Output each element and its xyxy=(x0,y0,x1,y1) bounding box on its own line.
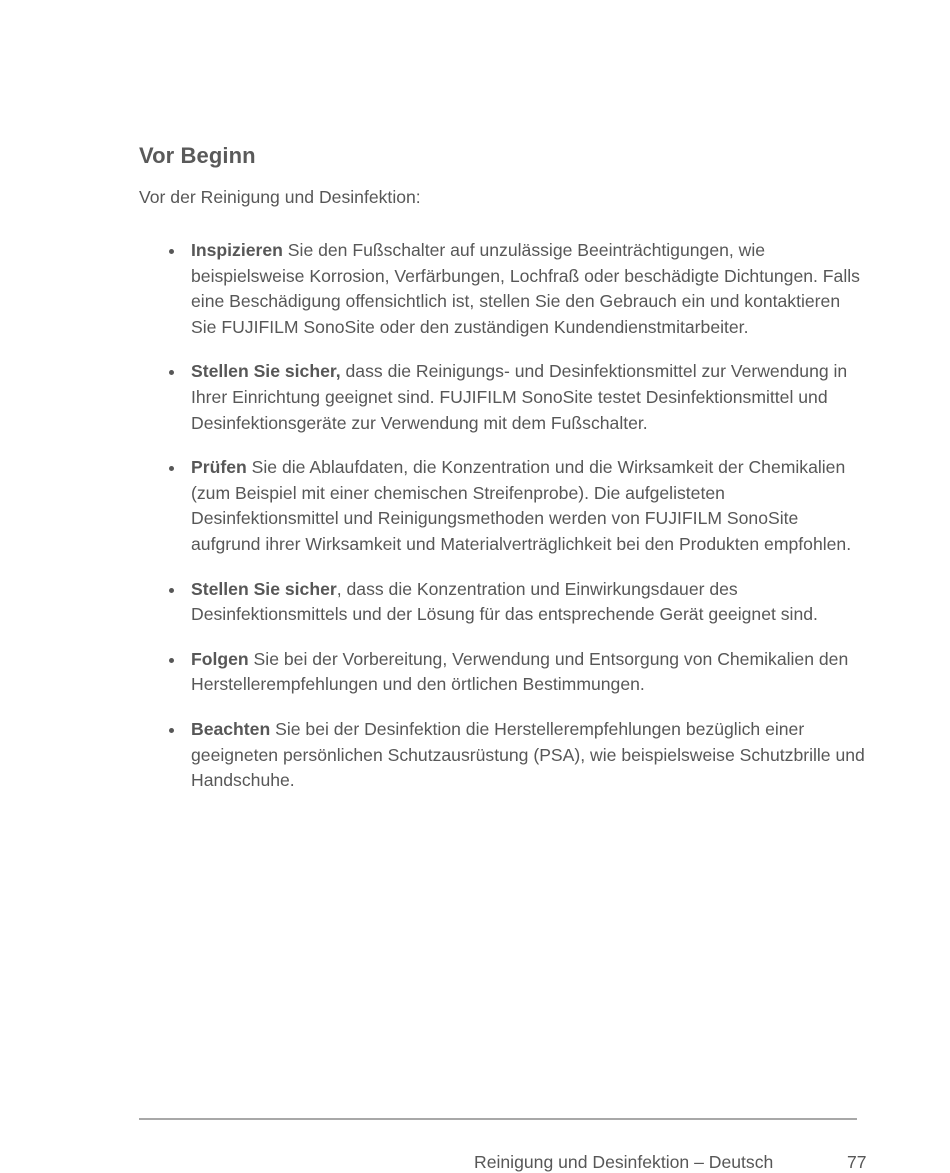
bullet-dot-icon xyxy=(169,249,174,254)
bullet-dot-icon xyxy=(169,370,174,375)
bullet-item-ensure-suitability xyxy=(139,359,869,436)
bullet-text: Sie bei der Vorbereitung, Verwendung und Entsorgung von Chemikalien den Herstellerempfehlungen und den örtlichen Bestimmungen. xyxy=(191,648,849,695)
bullet-dot-icon xyxy=(169,466,174,471)
intro-text: Vor der Reinigung und Desinfektion: xyxy=(139,187,421,207)
bullet-dot-icon xyxy=(169,588,174,593)
footer-chapter-title: Reinigung und Desinfektion – Deutsch xyxy=(474,1152,774,1172)
bullet-lead: Beachten xyxy=(191,718,271,739)
bullet-item-check-chemicals xyxy=(139,455,869,557)
bullet-text: dass die Reinigungs- und Desinfektionsmittel zur Verwendung in Ihrer Einrichtung geeignet sind. FUJIFILM SonoSite testet Desinfektionsmittel und Desinfektionsgeräte zur Verwendung mit dem Fußschalter. xyxy=(191,361,848,433)
bullet-item-follow-recommendations xyxy=(139,647,869,698)
bullet-lead: Inspizieren xyxy=(191,240,283,260)
bullet-text: Sie bei der Desinfektion die Herstellerempfehlungen bezüglich einer geeigneten persönlichen Schutzausrüstung (PSA), wie beispielsweise Schutzbrille und Handschuhe. xyxy=(191,718,865,791)
bullet-item-inspect xyxy=(139,238,869,340)
bullet-lead: Folgen xyxy=(191,648,249,669)
bullet-text: Sie die Ablaufdaten, die Konzentration und die Wirksamkeit der Chemikalien (zum Beispiel mit einer chemischen Streifenprobe). Die aufgelisteten Desinfektionsmittel und Reinigungsmethoden werden von FUJIFILM SonoSite aufgrund ihrer Wirksamkeit und Materialverträglichkeit bei den Produkten empfohlen. xyxy=(191,457,852,554)
bullet-dot-icon xyxy=(169,658,174,663)
footer-divider xyxy=(139,1118,857,1120)
bullet-lead: Prüfen xyxy=(191,457,247,478)
bullet-text: Sie den Fußschalter auf unzulässige Beeinträchtigungen, wie beispielsweise Korrosion, Verfärbungen, Lochfraß oder beschädigte Dichtungen. Falls eine Beschädigung offensichtlich ist, stellen Sie den Gebrauch ein und kontaktieren Sie FUJIFILM SonoSite oder den zuständigen Kundendienstmitarbeiter. xyxy=(191,240,860,337)
section-heading: Vor Beginn xyxy=(139,143,256,168)
footer-page-number: 77 xyxy=(847,1152,867,1172)
bullet-lead: Stellen Sie sicher, xyxy=(191,361,341,382)
bullet-item-ensure-concentration xyxy=(139,577,869,628)
bullet-lead: Stellen Sie sicher xyxy=(191,578,337,599)
bullet-list xyxy=(139,238,869,813)
bullet-text: , dass die Konzentration und Einwirkungsdauer des Desinfektionsmittels und der Lösung für das entsprechende Gerät geeignet sind. xyxy=(191,578,818,625)
bullet-item-protective-equipment xyxy=(139,717,869,794)
bullet-dot-icon xyxy=(169,728,174,733)
